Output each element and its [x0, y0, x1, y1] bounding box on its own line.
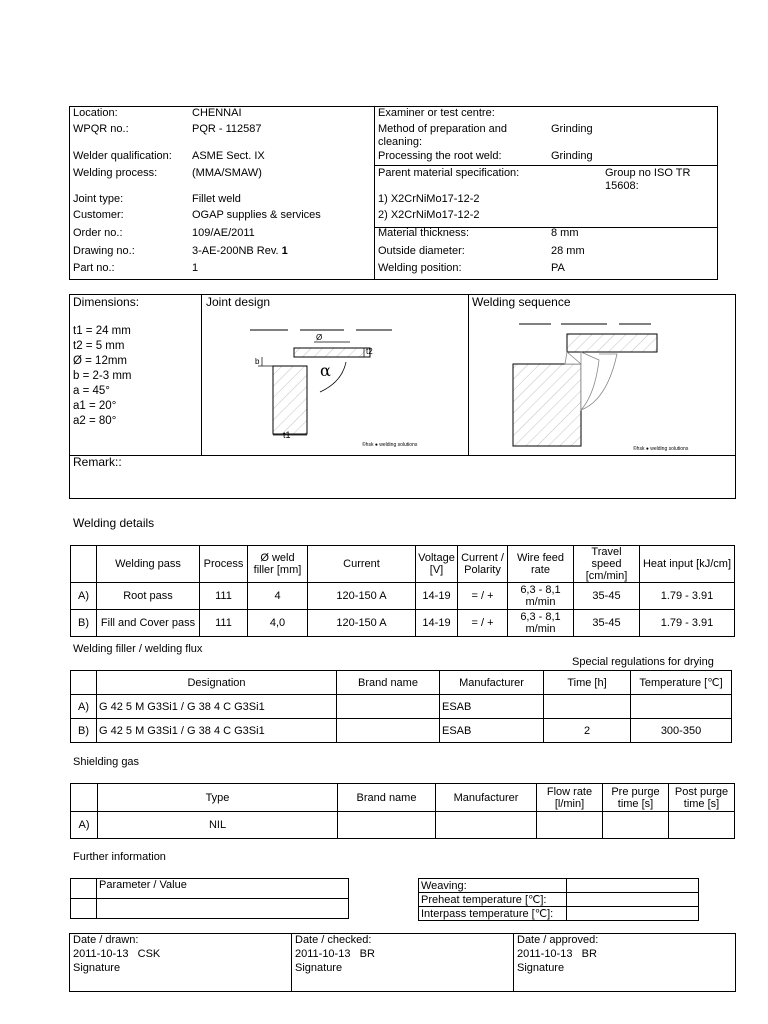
wd-row-a-id: A) [71, 583, 97, 610]
filler-row-b-brand [337, 719, 440, 743]
filler-header-brand: Brand name [337, 671, 440, 695]
filler-row-a-id: A) [71, 695, 97, 719]
wd-header-pass: Welding pass [97, 546, 200, 583]
welding-process-value: (MMA/SMAW) [192, 167, 262, 179]
wd-row-b-current: 120-150 A [308, 610, 416, 637]
wd-row-a-process: 111 [200, 583, 248, 610]
dimension-t2: t2 = 5 mm [73, 340, 125, 352]
remark-label: Remark:: [73, 455, 122, 469]
drawing-label: Drawing no.: [73, 245, 135, 257]
wd-row-b-polarity: = / + [458, 610, 508, 637]
part-value: 1 [192, 262, 199, 274]
drawing-rev-number: 1 [281, 245, 288, 257]
parameter-row-value [97, 899, 349, 919]
parameter-row-blank [71, 899, 97, 919]
examiner-label: Examiner or test centre: [378, 107, 495, 119]
root-weld-value: Grinding [551, 150, 593, 162]
gas-header-row [71, 784, 735, 812]
order-label: Order no.: [73, 227, 123, 239]
header-right-rule-1 [374, 165, 718, 166]
method-value: Grinding [551, 123, 593, 135]
temperature-table [418, 878, 699, 921]
position-label: Welding position: [378, 262, 462, 274]
filler-header-0 [71, 671, 97, 695]
weaving-label: Weaving: [419, 879, 567, 893]
joint-type-value: Fillet weld [192, 193, 241, 205]
wd-header-wire-feed: Wire feed rate [508, 546, 574, 583]
footer-block [69, 933, 736, 992]
wd-row-b-heat: 1.79 - 3.91 [640, 610, 735, 637]
drawn-value: 2011-10-13 CSK [73, 948, 161, 960]
gas-header-brand: Brand name [338, 784, 436, 812]
filler-row-a-manufacturer: ESAB [440, 695, 544, 719]
filler-header-row [71, 671, 732, 695]
gas-row-a-id: A) [71, 812, 98, 839]
wd-row-b-wire-feed: 6,3 - 8,1 m/min [508, 610, 574, 637]
wd-row-b-travel: 35-45 [574, 610, 640, 637]
filler-header-time: Time [h] [544, 671, 631, 695]
wd-row-a-heat: 1.79 - 3.91 [640, 583, 735, 610]
location-value: CHENNAI [192, 107, 242, 119]
diameter-value: 28 mm [551, 245, 585, 257]
checked-label: Date / checked: [295, 934, 372, 946]
customer-value: OGAP supplies & services [192, 209, 321, 221]
filler-header-designation: Designation [97, 671, 337, 695]
table-row [71, 899, 349, 919]
welding-details-title: Welding details [73, 516, 155, 530]
welder-qualification-value: ASME Sect. IX [192, 150, 265, 162]
preheat-label: Preheat temperature [℃]: [419, 893, 567, 907]
filler-header-manufacturer: Manufacturer [440, 671, 544, 695]
t2-label: t2 [366, 347, 373, 356]
filler-table [70, 670, 732, 743]
table-row [71, 610, 735, 637]
wd-header-0 [71, 546, 97, 583]
drawing-value-text: 3-AE-200NB Rev. [192, 245, 282, 257]
dimension-b: b = 2-3 mm [73, 370, 132, 382]
drawn-signature-label: Signature [73, 962, 121, 974]
dia-label: Ø [316, 333, 323, 342]
wd-row-b-filler: 4,0 [248, 610, 308, 637]
t1-label: t1 [283, 430, 291, 440]
filler-row-b-manufacturer: ESAB [440, 719, 544, 743]
table-row [419, 879, 699, 893]
part-label: Part no.: [73, 262, 115, 274]
gas-row-a-post-purge [669, 812, 735, 839]
b-label: b [255, 357, 260, 366]
wd-row-a-filler: 4 [248, 583, 308, 610]
wd-header-filler: Ø weld filler [mm] [248, 546, 308, 583]
wd-row-b-id: B) [71, 610, 97, 637]
gas-header-pre-purge: Pre purge time [s] [603, 784, 669, 812]
drying-note: Special regulations for drying [572, 656, 714, 668]
preheat-value [567, 893, 699, 907]
customer-label: Customer: [73, 209, 124, 221]
gas-header-post-purge: Post purge time [s] [669, 784, 735, 812]
table-row [419, 893, 699, 907]
wd-row-a-polarity: = / + [458, 583, 508, 610]
approved-value: 2011-10-13 BR [517, 948, 597, 960]
pipe-section [294, 348, 370, 357]
filler-row-b-temperature: 300-350 [631, 719, 732, 743]
weld-bead-root [565, 352, 581, 364]
joint-type-label: Joint type: [73, 193, 124, 205]
welding-process-label: Welding process: [73, 167, 158, 179]
parameter-header-row [71, 879, 349, 899]
alpha-label: α [320, 361, 331, 380]
plate-section [273, 366, 307, 434]
weld-bead-fill [581, 352, 599, 410]
further-info-title: Further information [73, 851, 166, 863]
footer-divider-1 [291, 933, 292, 992]
order-value: 109/AE/2011 [192, 227, 255, 239]
checked-value: 2011-10-13 BR [295, 948, 375, 960]
gas-row-a-flow [537, 812, 603, 839]
wd-header-voltage: Voltage [V] [416, 546, 458, 583]
interpass-value [567, 907, 699, 921]
parameter-table [70, 878, 349, 919]
header-divider [374, 106, 375, 280]
wd-row-b-process: 111 [200, 610, 248, 637]
table-row [71, 812, 735, 839]
checked-signature-label: Signature [295, 962, 343, 974]
wpqr-label: WPQR no.: [73, 123, 129, 135]
dimension-t1: t1 = 24 mm [73, 325, 131, 337]
filler-row-a-brand [337, 695, 440, 719]
wd-row-a-travel: 35-45 [574, 583, 640, 610]
filler-row-b-id: B) [71, 719, 97, 743]
thickness-label: Material thickness: [378, 227, 470, 239]
wd-header-process: Process [200, 546, 248, 583]
filler-row-a-time [544, 695, 631, 719]
dimensions-title: Dimensions: [73, 295, 140, 309]
group-no-label: Group no ISO TR 15608: [605, 167, 691, 192]
wd-header-travel: Travel speed [cm/min] [574, 546, 640, 583]
filler-row-b-time: 2 [544, 719, 631, 743]
wd-row-b-pass: Fill and Cover pass [97, 610, 200, 637]
gas-header-flow: Flow rate [l/min] [537, 784, 603, 812]
gas-header-manufacturer: Manufacturer [436, 784, 537, 812]
gas-row-a-manufacturer [436, 812, 537, 839]
footer-divider-2 [513, 933, 514, 992]
gas-row-a-pre-purge [603, 812, 669, 839]
interpass-label: Interpass temperature [℃]: [419, 907, 567, 921]
wd-row-a-current: 120-150 A [308, 583, 416, 610]
hsk-logo-1: ©hsk ● welding solutions [362, 442, 418, 448]
parameter-header-blank [71, 879, 97, 899]
gas-header-0 [71, 784, 98, 812]
dimension-a: a = 45° [73, 385, 110, 397]
parent-material-2: 2) X2CrNiMo17-12-2 [378, 209, 480, 221]
welding-details-header-row [71, 546, 735, 583]
hsk-logo-2: ©hsk ● welding solutions [633, 446, 689, 452]
dimension-diameter: Ø = 12mm [73, 355, 128, 367]
approved-label: Date / approved: [517, 934, 599, 946]
filler-title: Welding filler / welding flux [73, 643, 203, 655]
table-row [71, 695, 732, 719]
wd-header-polarity: Current / Polarity [458, 546, 508, 583]
parameter-header: Parameter / Value [97, 879, 349, 899]
approved-signature-label: Signature [517, 962, 565, 974]
welding-sequence-drawing [469, 310, 735, 454]
dimension-a2: a2 = 80° [73, 415, 117, 427]
parent-material-label: Parent material specification: [378, 167, 520, 179]
welding-details-table [70, 545, 735, 637]
filler-row-b-designation: G 42 5 M G3Si1 / G 38 4 C G3Si1 [97, 719, 337, 743]
dimension-a1: a1 = 20° [73, 400, 117, 412]
seq-pipe [567, 334, 657, 352]
filler-row-a-designation: G 42 5 M G3Si1 / G 38 4 C G3Si1 [97, 695, 337, 719]
joint-design-drawing [202, 310, 468, 454]
weaving-value [567, 879, 699, 893]
wd-row-a-wire-feed: 6,3 - 8,1 m/min [508, 583, 574, 610]
table-row [71, 719, 732, 743]
welder-qualification-label: Welder qualification: [73, 150, 172, 162]
joint-design-title: Joint design [206, 295, 271, 309]
wd-header-heat: Heat input [kJ/cm] [640, 546, 735, 583]
wd-row-a-voltage: 14-19 [416, 583, 458, 610]
shielding-gas-table [70, 783, 735, 839]
welding-sequence-title: Welding sequence [472, 295, 571, 309]
method-label: Method of preparation and cleaning: [378, 123, 508, 148]
shielding-gas-title: Shielding gas [73, 756, 140, 768]
gas-row-a-brand [338, 812, 436, 839]
drawing-value [192, 245, 288, 258]
diameter-label: Outside diameter: [378, 245, 465, 257]
table-row [71, 583, 735, 610]
remark-rule [69, 455, 736, 456]
seq-plate [513, 364, 581, 446]
wpqr-value: PQR - 112587 [192, 123, 262, 135]
filler-header-temperature: Temperature [℃] [631, 671, 732, 695]
gas-row-a-type: NIL [98, 812, 338, 839]
wd-header-current: Current [308, 546, 416, 583]
gas-header-type: Type [98, 784, 338, 812]
location-label: Location: [73, 107, 118, 119]
filler-row-a-temperature [631, 695, 732, 719]
parent-material-1: 1) X2CrNiMo17-12-2 [378, 193, 480, 205]
wd-row-a-pass: Root pass [97, 583, 200, 610]
drawn-label: Date / drawn: [73, 934, 139, 946]
table-row [419, 907, 699, 921]
root-weld-label: Processing the root weld: [378, 150, 502, 162]
position-value: PA [551, 262, 565, 274]
wd-row-b-voltage: 14-19 [416, 610, 458, 637]
thickness-value: 8 mm [551, 227, 579, 239]
